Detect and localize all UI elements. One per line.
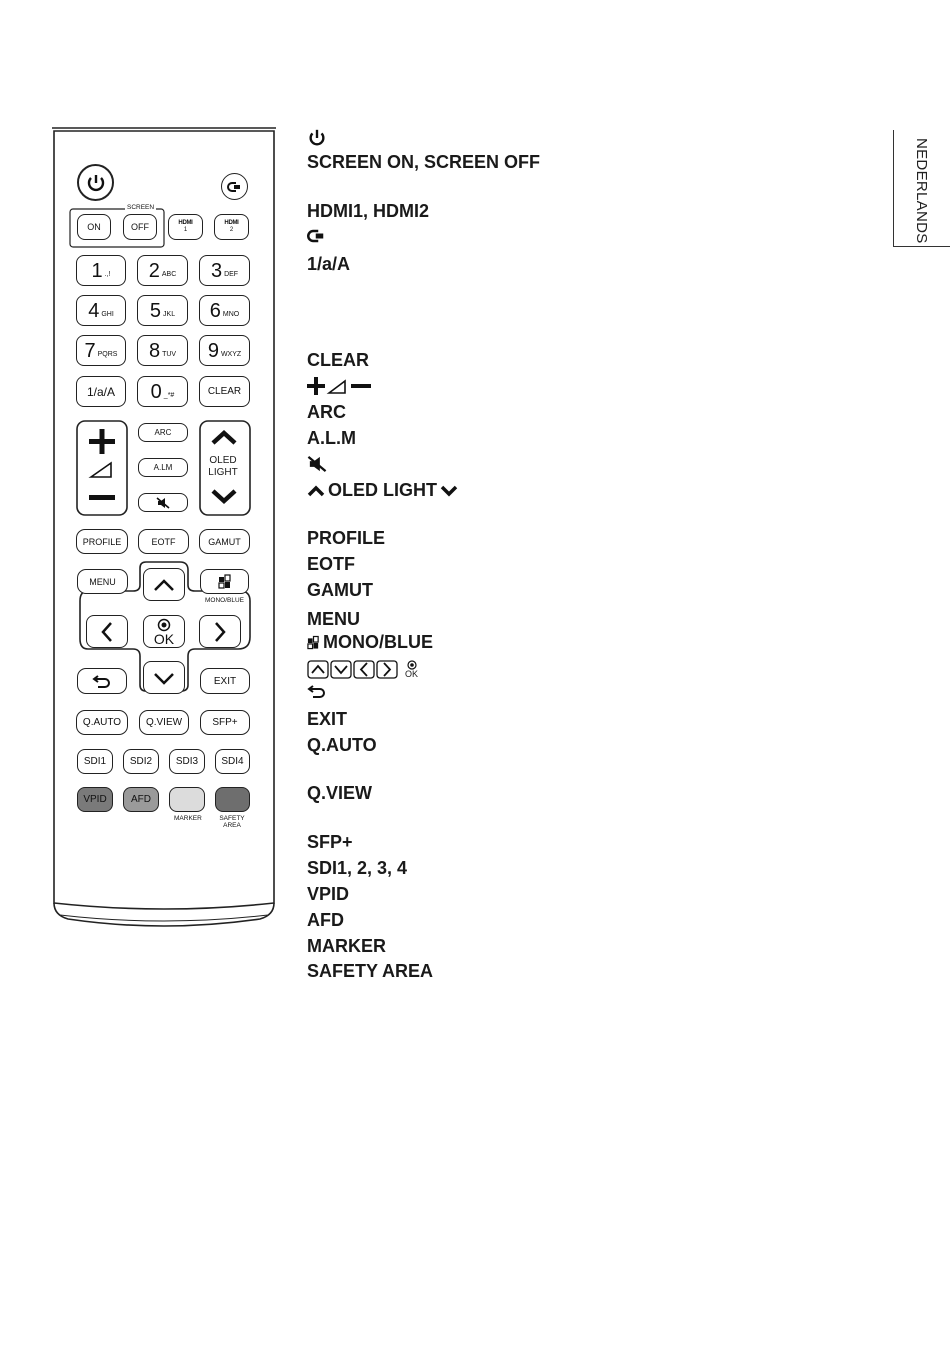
key-0-letters: _*# xyxy=(163,392,175,399)
sdi4-label: SDI4 xyxy=(221,756,244,767)
alm-label: A.LM xyxy=(153,463,173,472)
power-icon xyxy=(85,172,107,194)
back-icon xyxy=(92,674,112,688)
vpid-button[interactable] xyxy=(77,787,113,812)
volume-down-icon[interactable] xyxy=(89,495,115,500)
key-2-digit: 2 xyxy=(148,259,160,282)
q-view-button[interactable] xyxy=(139,710,189,735)
key-8-digit: 8 xyxy=(148,339,161,362)
key-5-button[interactable] xyxy=(137,295,188,326)
screen-off-button[interactable] xyxy=(123,214,157,240)
hdmi1-number: 1 xyxy=(183,227,188,233)
mono-blue-caption: MONO/BLUE xyxy=(205,597,245,604)
list-navigation xyxy=(307,659,427,681)
list-alm: A.L.M xyxy=(307,428,356,448)
list-eotf: EOTF xyxy=(307,554,355,574)
sfp-label: SFP+ xyxy=(212,717,238,728)
gamut-label: GAMUT xyxy=(208,536,241,547)
key-6-digit: 6 xyxy=(209,299,221,322)
power-button[interactable] xyxy=(77,164,114,201)
safety-area-button[interactable] xyxy=(215,787,250,812)
list-q-view: Q.VIEW xyxy=(307,783,373,803)
left-button[interactable] xyxy=(86,615,128,648)
key-0-digit: 0 xyxy=(150,380,162,403)
alm-button[interactable] xyxy=(138,458,188,477)
key-9-digit: 9 xyxy=(207,339,219,362)
sdi3-label: SDI3 xyxy=(175,756,199,767)
screen-group-label: SCREEN xyxy=(127,204,155,211)
key-4-button[interactable] xyxy=(76,295,126,326)
ok-label: OK xyxy=(153,630,175,647)
key-2-button[interactable] xyxy=(137,255,188,286)
key-9-button[interactable] xyxy=(199,335,250,366)
key-3-digit: 3 xyxy=(210,259,223,282)
sdi2-label: SDI2 xyxy=(129,756,153,767)
screen-off-label: OFF xyxy=(131,222,149,232)
list-afd: AFD xyxy=(307,910,344,930)
list-volume xyxy=(307,376,375,396)
mute-button[interactable] xyxy=(138,493,188,512)
screen-on-button[interactable] xyxy=(77,214,111,240)
list-marker: MARKER xyxy=(307,936,386,956)
hdmi2-button[interactable] xyxy=(214,214,249,240)
list-vpid: VPID xyxy=(307,884,350,904)
oled-light-rocker[interactable] xyxy=(201,423,247,515)
input-icon xyxy=(307,228,327,244)
volume-icons xyxy=(307,376,375,396)
one-a-label: 1/a/A xyxy=(86,384,116,399)
safety-caption-line2: AREA xyxy=(223,822,241,829)
exit-button[interactable] xyxy=(200,668,250,694)
back-button[interactable] xyxy=(77,668,127,694)
key-8-letters: TUV xyxy=(162,351,177,358)
clear-label: CLEAR xyxy=(207,386,242,397)
menu-button[interactable] xyxy=(77,569,128,594)
list-gamut: GAMUT xyxy=(307,580,373,600)
oled-down-icon[interactable] xyxy=(213,491,235,501)
key-1-letters: .,! xyxy=(104,271,111,278)
key-7-button[interactable] xyxy=(76,335,126,366)
light-label: LIGHT xyxy=(208,467,238,478)
power-icon xyxy=(307,128,327,148)
list-power xyxy=(307,128,327,148)
sdi1-button[interactable] xyxy=(77,749,113,774)
list-input xyxy=(307,228,327,244)
oled-label: OLED xyxy=(209,455,237,466)
list-one-a: 1/a/A xyxy=(307,254,351,274)
list-ok-label: OK xyxy=(405,669,419,679)
oled-up-icon[interactable] xyxy=(213,433,235,443)
profile-button[interactable] xyxy=(76,529,128,554)
language-tab xyxy=(893,130,950,247)
hdmi2-label: HDMI xyxy=(224,220,239,226)
chevron-down-icon xyxy=(440,485,458,497)
hdmi1-label: HDMI xyxy=(178,220,193,226)
marker-button[interactable] xyxy=(169,787,205,812)
eotf-button[interactable] xyxy=(138,529,189,554)
hdmi1-button[interactable] xyxy=(168,214,203,240)
list-screen-on-off: SCREEN ON, SCREEN OFF xyxy=(307,152,541,172)
key-7-digit: 7 xyxy=(84,339,96,362)
arc-button[interactable] xyxy=(138,423,188,442)
key-1-digit: 1 xyxy=(91,259,103,282)
back-icon xyxy=(307,683,327,699)
arc-label: ARC xyxy=(154,428,172,437)
profile-label: PROFILE xyxy=(82,536,122,547)
sdi3-button[interactable] xyxy=(169,749,205,774)
exit-label: EXIT xyxy=(213,675,237,687)
list-mute xyxy=(307,455,327,473)
list-arc: ARC xyxy=(307,402,346,422)
volume-up-icon[interactable] xyxy=(89,429,115,454)
afd-button[interactable] xyxy=(123,787,159,812)
safety-caption-line1: SAFETY xyxy=(219,815,245,822)
list-profile: PROFILE xyxy=(307,528,386,548)
chevron-up-icon xyxy=(152,578,176,592)
q-auto-label: Q.AUTO xyxy=(82,717,122,728)
chevron-up-icon xyxy=(307,485,325,497)
eotf-label: EOTF xyxy=(151,536,176,547)
key-3-button[interactable] xyxy=(199,255,250,286)
q-auto-button[interactable] xyxy=(76,710,128,735)
ok-dot-icon xyxy=(157,618,171,632)
key-1-button[interactable] xyxy=(76,255,126,286)
input-icon xyxy=(227,181,243,193)
mono-blue-icon xyxy=(218,574,232,590)
one-a-button[interactable] xyxy=(76,376,126,407)
sfp-button[interactable] xyxy=(200,710,250,735)
safety-area-caption xyxy=(216,815,248,829)
list-hdmi: HDMI1, HDMI2 xyxy=(307,201,430,221)
input-button[interactable] xyxy=(221,173,248,200)
list-clear: CLEAR xyxy=(307,350,369,370)
key-5-letters: JKL xyxy=(163,311,176,318)
list-oled-light xyxy=(307,480,458,501)
list-oled-label: OLED LIGHT xyxy=(328,480,437,500)
mono-blue-icon xyxy=(307,635,320,651)
key-5-digit: 5 xyxy=(149,299,162,322)
list-sdi: SDI1, 2, 3, 4 xyxy=(307,858,408,878)
volume-rocker[interactable] xyxy=(79,423,125,515)
key-0-button[interactable] xyxy=(137,376,188,407)
mono-blue-button[interactable] xyxy=(200,569,249,594)
chevron-down-icon xyxy=(152,671,176,685)
key-8-button[interactable] xyxy=(137,335,188,366)
list-exit: EXIT xyxy=(307,709,348,729)
right-button[interactable] xyxy=(199,615,241,648)
list-safety-area: SAFETY AREA xyxy=(307,961,434,981)
key-4-digit: 4 xyxy=(88,299,100,322)
gamut-button[interactable] xyxy=(199,529,250,554)
ok-button[interactable] xyxy=(143,615,185,648)
sdi1-label: SDI1 xyxy=(83,756,107,767)
marker-caption: MARKER xyxy=(174,815,202,822)
up-button[interactable] xyxy=(143,568,185,601)
chevron-right-icon xyxy=(213,620,227,644)
volume-icon xyxy=(91,463,111,477)
key-3-letters: DEF xyxy=(224,271,239,278)
chevron-left-icon xyxy=(100,620,114,644)
list-back xyxy=(307,683,327,699)
q-view-label: Q.VIEW xyxy=(145,717,183,728)
language-label: NEDERLANDS xyxy=(913,138,930,244)
sdi4-button[interactable] xyxy=(215,749,250,774)
key-6-button[interactable] xyxy=(199,295,250,326)
key-2-letters: ABC xyxy=(161,271,177,278)
clear-button[interactable] xyxy=(199,376,250,407)
mute-icon xyxy=(156,497,170,509)
list-mono-label: MONO/BLUE xyxy=(323,632,433,652)
key-9-letters: WXYZ xyxy=(220,351,242,358)
list-sfp: SFP+ xyxy=(307,832,353,852)
list-mono-blue xyxy=(307,632,433,653)
menu-label: MENU xyxy=(89,576,116,587)
key-4-letters: GHI xyxy=(101,311,114,318)
hdmi2-number: 2 xyxy=(229,227,234,233)
sdi2-button[interactable] xyxy=(123,749,159,774)
key-7-letters: PQRS xyxy=(97,351,118,358)
list-menu: MENU xyxy=(307,609,360,629)
mute-icon xyxy=(307,455,327,473)
screen-on-label: ON xyxy=(87,222,101,232)
vpid-label: VPID xyxy=(83,794,107,805)
list-q-auto: Q.AUTO xyxy=(307,735,377,755)
key-6-letters: MNO xyxy=(222,311,240,318)
down-button[interactable] xyxy=(143,661,185,694)
afd-label: AFD xyxy=(131,794,151,805)
